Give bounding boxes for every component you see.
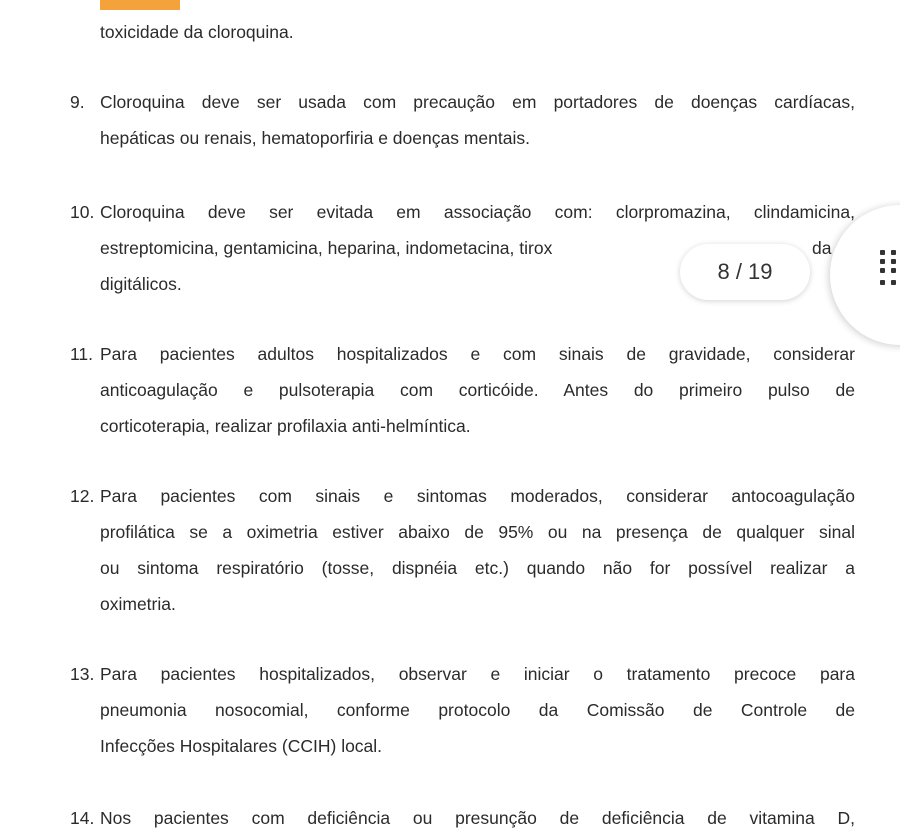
page-indicator: 8 / 19 — [680, 244, 810, 300]
item-line: digitálicos. — [100, 274, 182, 294]
item-line: Cloroquina deve ser evitada em associação com: clorpromazina, clindamicina, — [100, 202, 855, 222]
list-item-14 — [70, 800, 855, 836]
item-line: estreptomicina, gentamicina, heparina, indometacina, tirox — [100, 238, 553, 258]
item-line: hepáticas ou renais, hematoporfiria e doenças mentais. — [100, 128, 530, 148]
list-item-12 — [70, 478, 855, 622]
item-line: Nos pacientes com deficiência ou presunção de deficiência de vitamina D, — [100, 808, 855, 828]
list-item-9 — [70, 84, 855, 156]
list-item-11 — [70, 336, 855, 444]
obscured-text-tail: da — [812, 238, 832, 258]
item-number: 13. — [70, 664, 95, 684]
item-line: Para pacientes com sinais e sintomas moderados, considerar antocoagulação — [100, 486, 855, 506]
item-line: profilática se a oximetria estiver abaixo de 95% ou na presença de qualquer sinal — [100, 522, 855, 542]
item-line: pneumonia nosocomial, conforme protocolo da Comissão de Controle de — [100, 700, 855, 720]
item-line: Infecções Hospitalares (CCIH) local. — [100, 736, 383, 756]
item-line: Para pacientes hospitalizados, observar e iniciar o tratamento precoce para — [100, 664, 855, 684]
item-line: Cloroquina deve ser usada com precaução em portadores de doenças cardíacas, — [100, 92, 855, 112]
item-number: 11. — [70, 344, 94, 364]
previous-item-continuation: toxicidade da cloroquina. — [100, 22, 294, 42]
item-number: 12. — [70, 486, 95, 506]
item-number: 14. — [70, 808, 95, 828]
cut-off-line — [100, 0, 860, 11]
highlight-mark — [100, 0, 180, 10]
drag-grip-icon — [880, 250, 900, 292]
item-line: oximetria. — [100, 594, 176, 614]
item-number: 9. — [70, 92, 85, 112]
list-item-13 — [70, 656, 855, 764]
item-line: anticoagulação e pulsoterapia com corticóide. Antes do primeiro pulso de — [100, 380, 855, 400]
item-number: 10. — [70, 202, 95, 222]
item-line: Para pacientes adultos hospitalizados e com sinais de gravidade, considerar — [100, 344, 855, 364]
item-line: ou sintoma respiratório (tosse, dispnéia etc.) quando não for possível realizar a — [100, 558, 855, 578]
item-line: corticoterapia, realizar profilaxia anti-helmíntica. — [100, 416, 471, 436]
